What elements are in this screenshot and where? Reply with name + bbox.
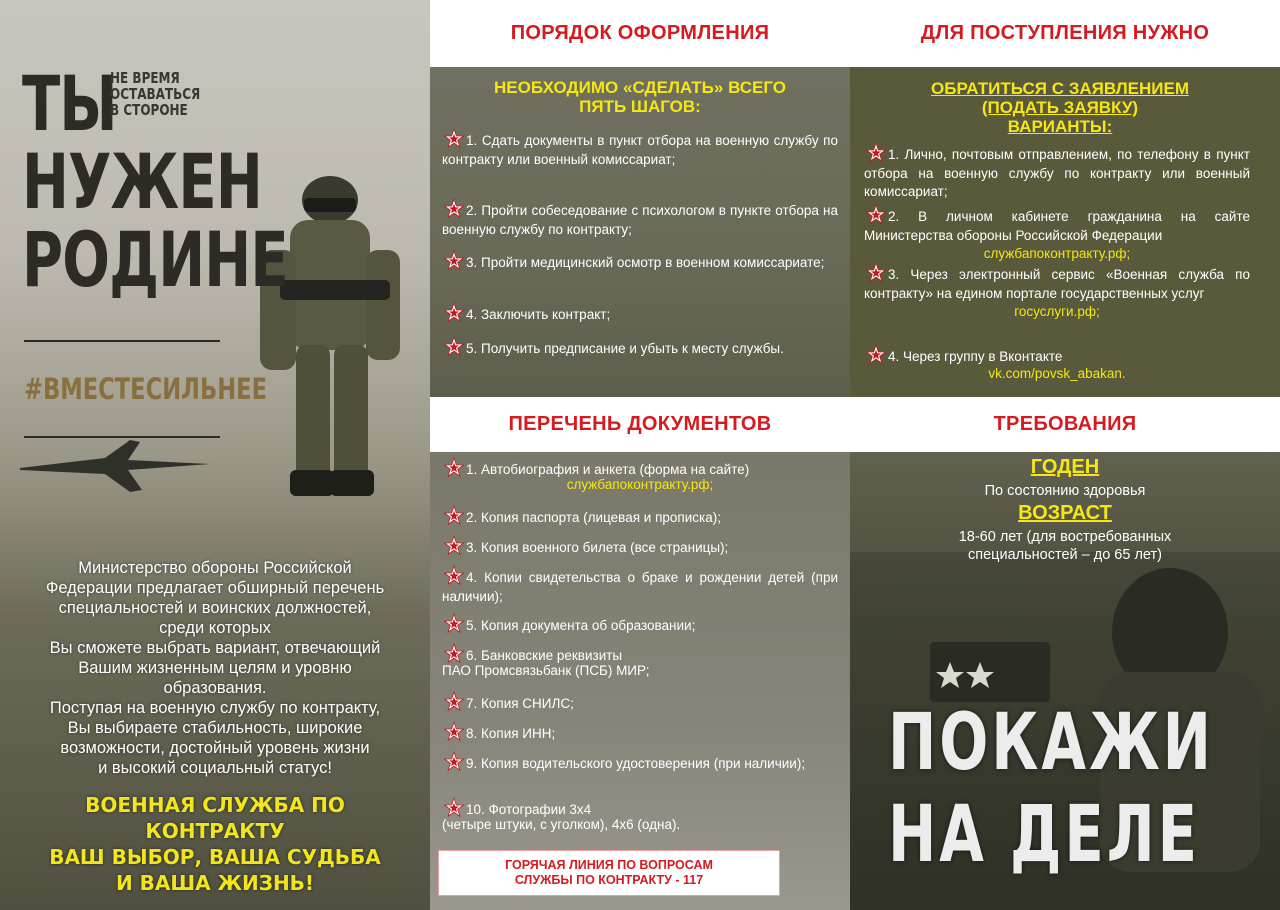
link-vk-group[interactable]: vk.com/povsk_abakan. [988, 366, 1126, 381]
intro-paragraph [10, 558, 420, 778]
option-text: 4. Через группу в Вконтакте [888, 349, 1063, 364]
step-text: 2. Пройти собеседование с психологом в пункте отбора на военную службу по контракту; [442, 203, 838, 237]
step-text: 3. Пройти медицинский осмотр в военном комиссариате; [466, 255, 825, 270]
slogan-line-1: ПОКАЖИ [888, 698, 1214, 788]
red-star-icon [442, 720, 466, 744]
document-item [442, 564, 838, 606]
document-item [442, 612, 838, 636]
document-item [442, 690, 838, 714]
age-text-line: 18-60 лет (для востребованных [958, 529, 1172, 545]
red-star-icon [442, 127, 466, 151]
red-star-icon [442, 564, 466, 588]
link-gosuslugi[interactable]: госуслуги.рф; [1014, 304, 1100, 319]
intro-line: Поступая на военную службу по контракту, [49, 699, 381, 717]
hashtag: #ВМЕСТЕСИЛЬНЕЕ [24, 372, 268, 406]
red-star-icon [864, 343, 888, 367]
red-star-icon [864, 203, 888, 227]
option-text: 3. Через электронный сервис «Военная служба по контракту» на едином портале государственных услуг [864, 267, 1250, 301]
document-subtext: ПАО Промсвязьбанк (ПСБ) МИР; [442, 663, 650, 678]
procedure-step [442, 127, 838, 169]
hotline-box[interactable] [438, 850, 780, 896]
document-item [442, 750, 838, 774]
intro-line: возможности, достойный уровень жизни [60, 739, 370, 757]
document-item [442, 720, 838, 744]
intro-line: Вашим жизненным целям и уровню [78, 659, 352, 677]
step-text: 4. Заключить контракт; [466, 307, 611, 322]
document-text: 8. Копия ИНН; [466, 726, 556, 741]
slogan-line: ВАШ ВЫБОР, ВАША СУДЬБА [49, 845, 381, 869]
requirements-panel [850, 452, 1280, 910]
intro-line: Министерство обороны Российской [78, 559, 352, 577]
document-item [442, 534, 838, 558]
procedure-step [442, 301, 838, 325]
title-line-3: РОДИНЕ [22, 215, 288, 304]
divider [24, 436, 220, 438]
intro-line: Федерации предлагает обширный перечень [45, 579, 385, 597]
header-procedure: ПОРЯДОК ОФОРМЛЕНИЯ [430, 0, 850, 67]
needs-option [864, 343, 1250, 383]
slogan-line: И ВАША ЖИЗНЬ! [115, 871, 315, 895]
option-text: 1. Лично, почтовым отправлением, по телефону в пункт отбора на военную службу по контракту или военный комиссариат; [864, 147, 1250, 199]
document-text: 1. Автобиография и анкета (форма на сайте) [466, 462, 750, 477]
left-slogan [10, 792, 420, 896]
side-text-line: НЕ ВРЕМЯ [110, 69, 180, 87]
side-text-line: В СТОРОНЕ [110, 101, 188, 119]
red-star-icon [442, 504, 466, 528]
needs-option [864, 141, 1250, 201]
hotline-line: СЛУЖБЫ ПО КОНТРАКТУ - 117 [514, 873, 704, 887]
red-star-icon [442, 534, 466, 558]
procedure-step [442, 197, 838, 239]
document-subtext: (четыре штуки, с уголком), 4х6 (одна). [442, 817, 681, 832]
needs-panel [850, 67, 1280, 397]
procedure-step [442, 249, 838, 273]
step-text: 5. Получить предписание и убыть к месту службы. [466, 341, 784, 356]
needs-heading [850, 79, 1270, 136]
document-text: 7. Копия СНИЛС; [466, 696, 574, 711]
side-text-line: ОСТАВАТЬСЯ [110, 85, 201, 103]
red-star-icon [442, 750, 466, 774]
needs-heading-line: (ПОДАТЬ ЗАЯВКУ) [981, 98, 1139, 117]
needs-option [864, 261, 1250, 321]
document-text: 9. Копия водительского удостоверения (при наличии); [466, 756, 806, 771]
left-panel [0, 0, 430, 910]
document-text: 4. Копии свидетельства о браке и рождении детей (при наличии); [442, 570, 838, 604]
title-line-1: ТЫ [22, 59, 117, 148]
intro-line: среди которых [159, 619, 271, 637]
needs-heading-line: ОБРАТИТЬСЯ С ЗАЯВЛЕНИЕМ [931, 79, 1189, 98]
procedure-panel [430, 67, 850, 397]
fit-title: ГОДЕН [1030, 456, 1100, 478]
red-star-icon [442, 249, 466, 273]
divider [24, 340, 220, 342]
document-text: 6. Банковские реквизиты [466, 648, 623, 663]
document-item [442, 504, 838, 528]
intro-line: и высокий социальный статус! [98, 759, 332, 777]
procedure-heading-line: НЕОБХОДИМО «СДЕЛАТЬ» ВСЕГО [494, 78, 786, 97]
slogan-line: ВОЕННАЯ СЛУЖБА ПО [85, 793, 345, 817]
age-text [850, 528, 1280, 564]
procedure-step [442, 335, 838, 359]
red-star-icon [442, 456, 466, 480]
needs-heading-line: ВАРИАНТЫ: [1007, 117, 1113, 136]
side-text [110, 70, 223, 118]
intro-line: Вы выбираете стабильность, широкие [67, 719, 363, 737]
intro-line: специальностей и воинских должностей, [58, 599, 372, 617]
red-star-icon [864, 141, 888, 165]
fit-text: По состоянию здоровья [984, 483, 1146, 499]
option-text: 2. В личном кабинете гражданина на сайте Министерства обороны Российской Федерации [864, 209, 1250, 243]
red-star-icon [442, 612, 466, 636]
needs-option [864, 203, 1250, 263]
document-item [442, 456, 838, 494]
hotline-line: ГОРЯЧАЯ ЛИНИЯ ПО ВОПРОСАМ [505, 858, 713, 872]
red-star-icon [864, 261, 888, 285]
age-title: ВОЗРАСТ [1018, 502, 1112, 524]
document-text: 3. Копия военного билета (все страницы); [466, 540, 729, 555]
header-requirements: ТРЕБОВАНИЯ [850, 397, 1280, 452]
procedure-heading-line: ПЯТЬ ШАГОВ: [579, 97, 701, 116]
document-item [442, 642, 838, 680]
red-star-icon [442, 301, 466, 325]
jet-illustration [10, 420, 220, 500]
slogan-line-2: НА ДЕЛЕ [888, 790, 1201, 880]
red-star-icon [442, 690, 466, 714]
title-line-2: НУЖЕН [22, 137, 262, 226]
red-star-icon [442, 197, 466, 221]
link-contract-site[interactable]: службапоконтракту.рф; [983, 246, 1131, 261]
document-text: 10. Фотографии 3х4 [466, 802, 592, 817]
document-text: 5. Копия документа об образовании; [466, 618, 696, 633]
header-needs: ДЛЯ ПОСТУПЛЕНИЯ НУЖНО [850, 0, 1280, 67]
intro-line: Вы сможете выбрать вариант, отвечающий [49, 639, 381, 657]
procedure-heading [430, 78, 850, 116]
document-text: 2. Копия паспорта (лицевая и прописка); [466, 510, 721, 525]
link-contract-site[interactable]: службапоконтракту.рф; [566, 477, 714, 492]
age-text-line: специальностей – до 65 лет) [968, 547, 1162, 563]
step-text: 1. Сдать документы в пункт отбора на военную службу по контракту или военный комиссариат; [442, 133, 838, 167]
intro-line: образования. [163, 679, 267, 697]
slogan-line: КОНТРАКТУ [145, 819, 285, 843]
documents-panel [430, 452, 850, 910]
document-item [442, 796, 838, 834]
red-star-icon [442, 335, 466, 359]
header-documents: ПЕРЕЧЕНЬ ДОКУМЕНТОВ [430, 397, 850, 452]
